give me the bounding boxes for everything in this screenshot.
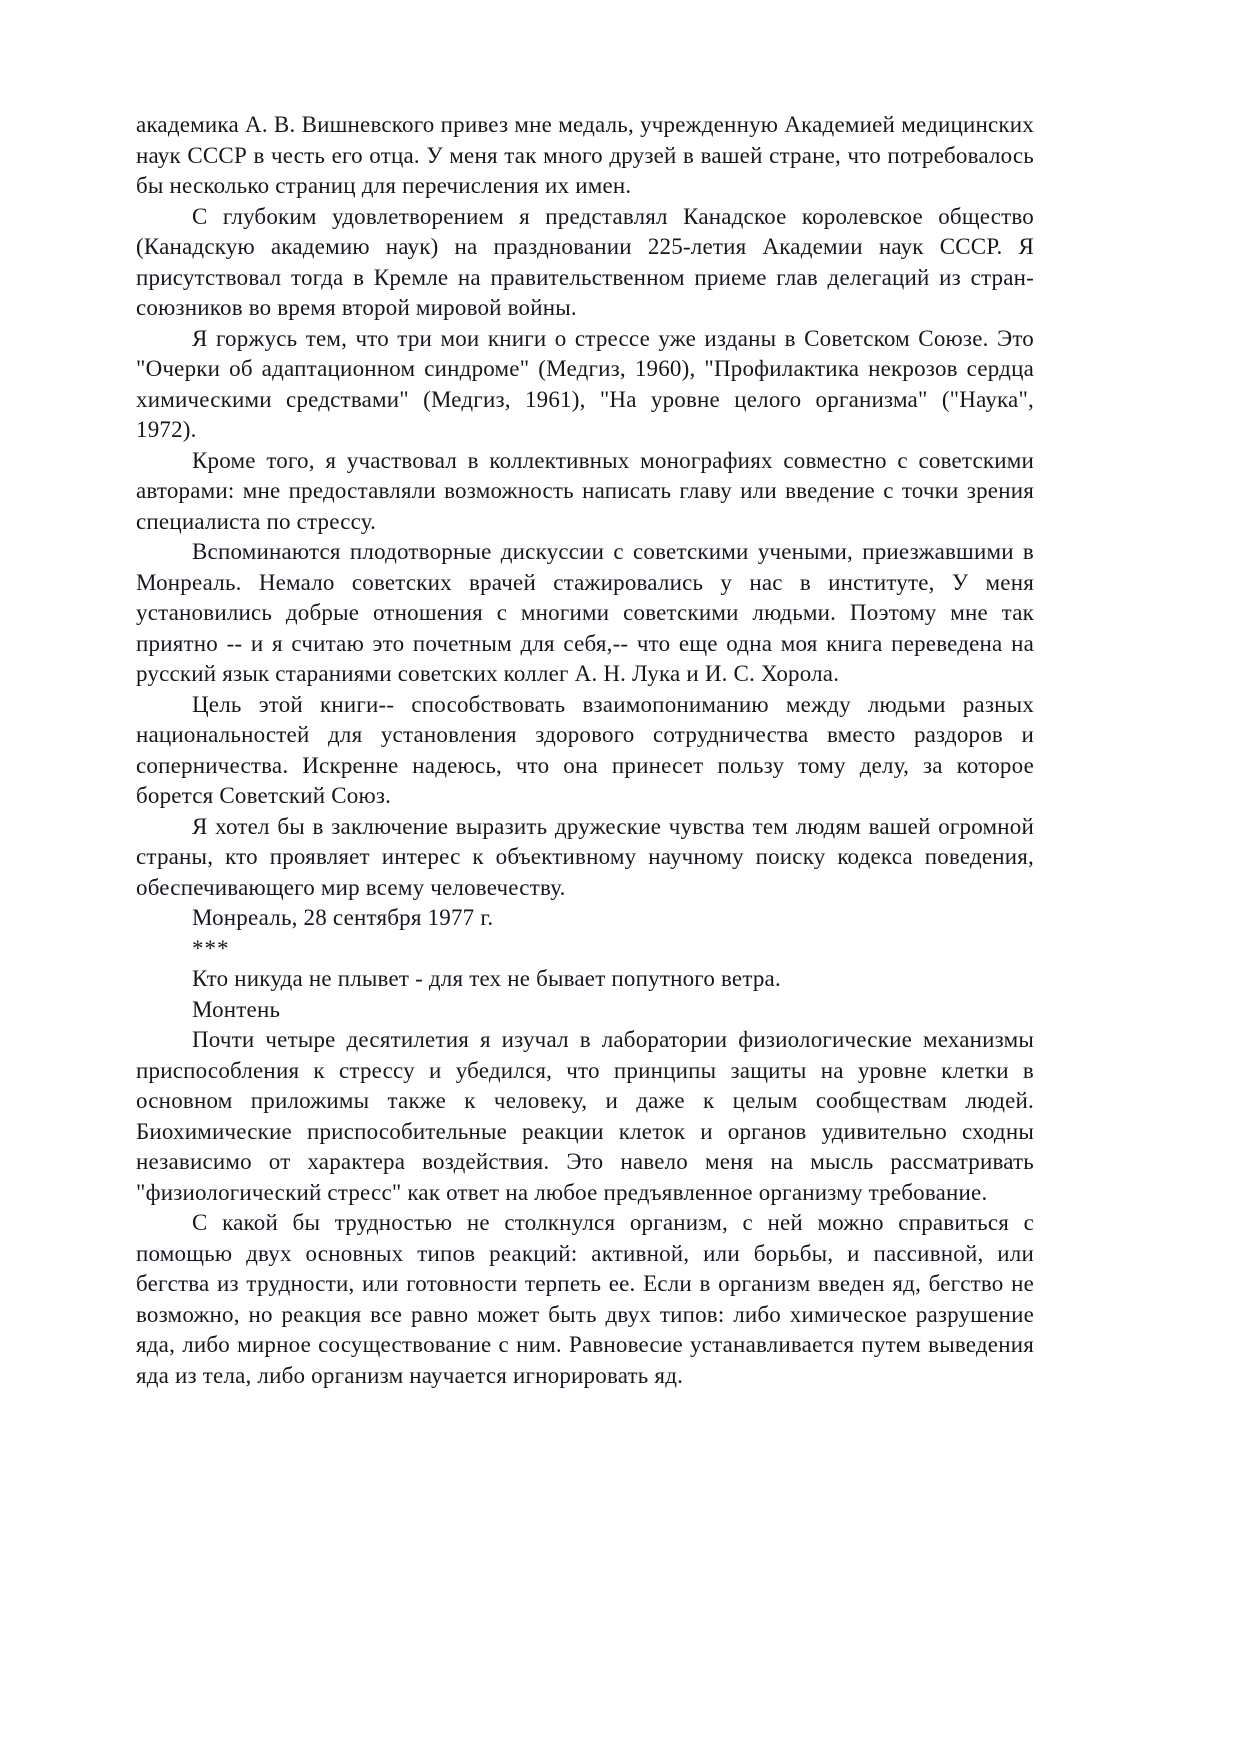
- paragraph: С глубоким удовлетворением я представлял Канадское королевское общество (Канадскую академию наук) на праздновании 225-летия Академии наук СССР. Я присутствовал тогда в Кремле на правительственном приеме глав делегаций из стран-союзников во время второй мировой войны.: [136, 203, 1034, 320]
- paragraph: Цель этой книги-- способствовать взаимопониманию между людьми разных национальностей для установления здорового сотрудничества вместо раздоров и соперничества. Искренне надеюсь, что она принесет пользу тому делу, за которое борется Советский Союз.: [136, 691, 1034, 808]
- paragraph: Я хотел бы в заключение выразить дружеские чувства тем людям вашей огромной страны, кто проявляет интерес к объективному научному поиску кодекса поведения, обеспечивающего мир всему человечеству.: [136, 813, 1034, 900]
- epigraph-author: Монтень: [192, 996, 281, 1022]
- paragraph-continuation: академика А. В. Вишневского привез мне медаль, учрежденную Академией медицинских наук СССР в честь его отца. У меня так много друзей в вашей стране, что потребовалось бы несколько страниц для перечисления их имен.: [136, 112, 1034, 198]
- paragraph: Кроме того, я участвовал в коллективных монографиях совместно с советскими авторами: мне предоставляли возможность написать главу или введение с точки зрения специалиста по стрессу.: [136, 447, 1034, 534]
- paragraph: Почти четыре десятилетия я изучал в лаборатории физиологические механизмы приспособления к стрессу и убедился, что принципы защиты на уровне клетки в основном приложимы также к человеку, и даже к целым сообществам людей. Биохимические приспособительные реакции клеток и органов удивительно сходны независимо от характера воздействия. Это навело меня на мысль рассматривать "физиологический стресс" как ответ на любое предъявленное организму требование.: [136, 1027, 1034, 1205]
- paragraph: Вспоминаются плодотворные дискуссии с советскими учеными, приезжавшими в Монреаль. Немало советских врачей стажировались у нас в институте, У меня установились добрые отношения с многими советскими людьми. Поэтому мне так приятно -- и я считаю это почетным для себя,-- что еще одна моя книга переведена на русский язык стараниями советских коллег А. Н. Лука и И. С. Хорола.: [136, 539, 1034, 686]
- epigraph: Кто никуда не плывет - для тех не бывает попутного ветра.: [192, 966, 781, 991]
- paragraph: С какой бы трудностью не столкнулся организм, с ней можно справиться с помощью двух основных типов реакций: активной, или борьбы, и пассивной, или бегства из трудности, или готовности терпеть ее. Если в организм введен яд, бегство не возможно, но реакция все равно может быть двух типов: либо химическое разрушение яда, либо мирное сосуществование с ним. Равновесие устанавливается путем выведения яда из тела, либо организм научается игнорировать яд.: [136, 1210, 1034, 1388]
- paragraph: Я горжусь тем, что три мои книги о стрессе уже изданы в Советском Союзе. Это "Очерки об адаптационном синдроме" (Медгиз, 1960), "Профилактика некрозов сердца химическими средствами" (Медгиз, 1961), "На уровне целого организма" ("Наука", 1972).: [136, 325, 1034, 442]
- dateline: Монреаль, 28 сентября 1977 г.: [192, 905, 494, 930]
- section-separator: ***: [192, 935, 230, 961]
